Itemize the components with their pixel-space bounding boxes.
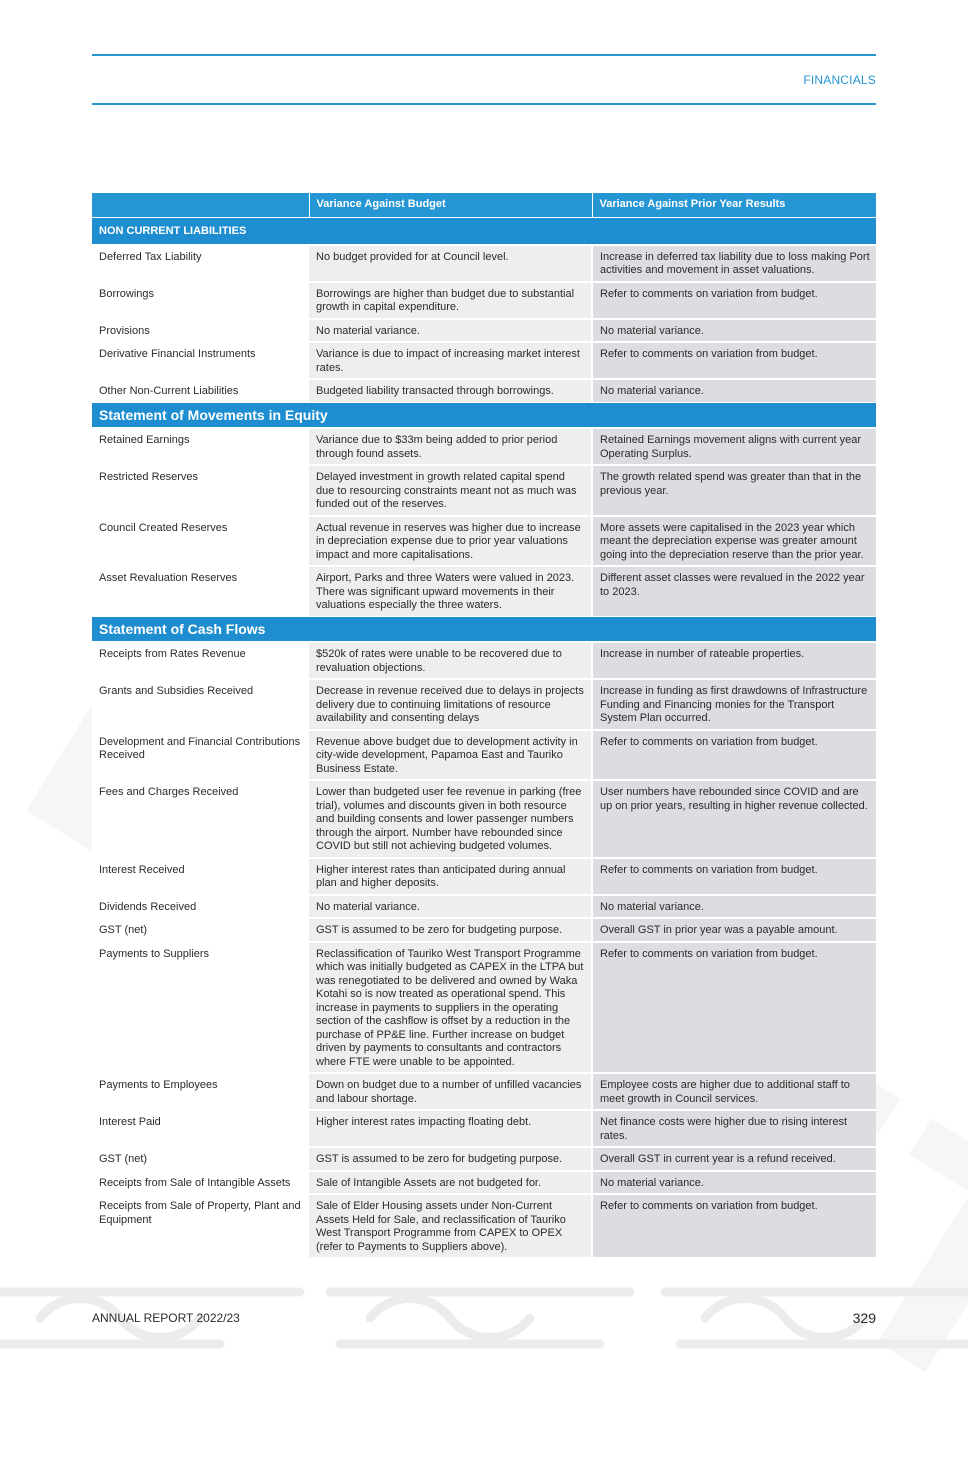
table-body	[92, 218, 876, 1258]
variance-table	[92, 193, 876, 1257]
row-item-label: Council Created Reserves	[92, 516, 309, 567]
row-item-label: Interest Received	[92, 858, 309, 895]
row-budget-variance: GST is assumed to be zero for budgeting purpose.	[309, 918, 592, 942]
row-prior-year-variance: Refer to comments on variation from budget.	[592, 942, 876, 1074]
row-budget-variance: No material variance.	[309, 895, 592, 919]
header-item-column	[92, 193, 309, 218]
section-title: Statement of Cash Flows	[92, 616, 876, 642]
row-budget-variance: Down on budget due to a number of unfilled vacancies and labour shortage.	[309, 1073, 592, 1110]
row-budget-variance: Higher interest rates than anticipated during annual plan and higher deposits.	[309, 858, 592, 895]
row-item-label: Receipts from Sale of Property, Plant and Equipment	[92, 1194, 309, 1257]
row-prior-year-variance: Refer to comments on variation from budget.	[592, 1194, 876, 1257]
row-prior-year-variance: No material variance.	[592, 895, 876, 919]
row-item-label: Asset Revaluation Reserves	[92, 566, 309, 616]
row-budget-variance: No budget provided for at Council level.	[309, 245, 592, 282]
section-header-row	[92, 402, 876, 428]
row-prior-year-variance: Refer to comments on variation from budget.	[592, 282, 876, 319]
table-row	[92, 379, 876, 402]
row-prior-year-variance: Net finance costs were higher due to rising interest rates.	[592, 1110, 876, 1147]
row-prior-year-variance: Refer to comments on variation from budget.	[592, 858, 876, 895]
header-rule-top	[92, 54, 876, 56]
row-item-label: GST (net)	[92, 918, 309, 942]
row-prior-year-variance: Refer to comments on variation from budget.	[592, 342, 876, 379]
row-prior-year-variance: Different asset classes were revalued in the 2022 year to 2023.	[592, 566, 876, 616]
row-item-label: Restricted Reserves	[92, 465, 309, 516]
table-row	[92, 342, 876, 379]
section-header-row	[92, 616, 876, 642]
table-row	[92, 1171, 876, 1195]
header-prior-year-column: Variance Against Prior Year Results	[592, 193, 876, 218]
table-row	[92, 730, 876, 781]
row-prior-year-variance: The growth related spend was greater than that in the previous year.	[592, 465, 876, 516]
row-budget-variance: Actual revenue in reserves was higher due to increase in depreciation expense due to prior year valuations impact and more capitalisations.	[309, 516, 592, 567]
row-prior-year-variance: No material variance.	[592, 379, 876, 402]
row-item-label: Deferred Tax Liability	[92, 245, 309, 282]
row-item-label: Receipts from Sale of Intangible Assets	[92, 1171, 309, 1195]
row-item-label: Fees and Charges Received	[92, 780, 309, 858]
row-item-label: Borrowings	[92, 282, 309, 319]
row-item-label: Other Non-Current Liabilities	[92, 379, 309, 402]
row-item-label: Grants and Subsidies Received	[92, 679, 309, 730]
row-budget-variance: Higher interest rates impacting floating debt.	[309, 1110, 592, 1147]
row-prior-year-variance: Increase in number of rateable properties.	[592, 642, 876, 679]
row-budget-variance: Decrease in revenue received due to delays in projects delivery due to continuing limitations of resource availability and consenting delays	[309, 679, 592, 730]
row-item-label: Dividends Received	[92, 895, 309, 919]
row-item-label: Development and Financial Contributions Received	[92, 730, 309, 781]
table-row	[92, 566, 876, 616]
row-budget-variance: Variance due to $33m being added to prior period through found assets.	[309, 428, 592, 465]
table-header-row	[92, 193, 876, 218]
row-item-label: GST (net)	[92, 1147, 309, 1171]
table-row	[92, 895, 876, 919]
row-prior-year-variance: No material variance.	[592, 319, 876, 343]
row-prior-year-variance: Increase in funding as first drawdowns of Infrastructure Funding and Financing monies for the Transport System Plan occurred.	[592, 679, 876, 730]
row-budget-variance: Lower than budgeted user fee revenue in parking (free trial), volumes and discounts given in both resource and building consents and lower passenger numbers through the airport. Number have rebounded since COVID but still not achieving budgeted volumes.	[309, 780, 592, 858]
table-row	[92, 465, 876, 516]
row-budget-variance: Airport, Parks and three Waters were valued in 2023. There was significant upward movements in their valuations especially the three waters.	[309, 566, 592, 616]
row-item-label: Receipts from Rates Revenue	[92, 642, 309, 679]
table-row	[92, 679, 876, 730]
row-budget-variance: Budgeted liability transacted through borrowings.	[309, 379, 592, 402]
table-row	[92, 1147, 876, 1171]
table-row	[92, 516, 876, 567]
row-item-label: Provisions	[92, 319, 309, 343]
row-prior-year-variance: Increase in deferred tax liability due to loss making Port activities and movement in asset valuations.	[592, 245, 876, 282]
row-budget-variance: Borrowings are higher than budget due to substantial growth in capital expenditure.	[309, 282, 592, 319]
row-prior-year-variance: User numbers have rebounded since COVID and are up on prior years, resulting in higher revenue collected.	[592, 780, 876, 858]
row-budget-variance: Sale of Intangible Assets are not budgeted for.	[309, 1171, 592, 1195]
table-row	[92, 642, 876, 679]
row-budget-variance: Variance is due to impact of increasing market interest rates.	[309, 342, 592, 379]
report-title: ANNUAL REPORT 2022/23	[92, 1311, 240, 1325]
row-budget-variance: Sale of Elder Housing assets under Non-Current Assets Held for Sale, and reclassification of Tauriko West Transport Programme from CAPEX to OPEX (refer to Payments to Suppliers above).	[309, 1194, 592, 1257]
table-row	[92, 942, 876, 1074]
table-row	[92, 428, 876, 465]
row-item-label: Derivative Financial Instruments	[92, 342, 309, 379]
header-budget-column: Variance Against Budget	[309, 193, 592, 218]
table-row	[92, 1110, 876, 1147]
section-header-row	[92, 218, 876, 245]
row-prior-year-variance: Overall GST in current year is a refund received.	[592, 1147, 876, 1171]
header-rule-bottom	[92, 103, 876, 105]
row-prior-year-variance: Overall GST in prior year was a payable amount.	[592, 918, 876, 942]
row-budget-variance: Revenue above budget due to development activity in city-wide development, Papamoa East and Tauriko Business Estate.	[309, 730, 592, 781]
section-title: NON CURRENT LIABILITIES	[92, 218, 876, 245]
table-row	[92, 282, 876, 319]
row-budget-variance: GST is assumed to be zero for budgeting purpose.	[309, 1147, 592, 1171]
section-title: Statement of Movements in Equity	[92, 402, 876, 428]
table-row	[92, 1194, 876, 1257]
row-prior-year-variance: More assets were capitalised in the 2023 year which meant the depreciation expense was greater amount going into the depreciation reserve than the prior year.	[592, 516, 876, 567]
row-budget-variance: $520k of rates were unable to be recovered due to revaluation objections.	[309, 642, 592, 679]
row-prior-year-variance: No material variance.	[592, 1171, 876, 1195]
row-item-label: Interest Paid	[92, 1110, 309, 1147]
row-budget-variance: No material variance.	[309, 319, 592, 343]
table-row	[92, 319, 876, 343]
table-row	[92, 245, 876, 282]
row-prior-year-variance: Refer to comments on variation from budget.	[592, 730, 876, 781]
row-budget-variance: Delayed investment in growth related capital spend due to resourcing constraints meant not as much was funded out of the reserves.	[309, 465, 592, 516]
row-prior-year-variance: Retained Earnings movement aligns with current year Operating Surplus.	[592, 428, 876, 465]
row-budget-variance: Reclassification of Tauriko West Transport Programme which was initially budgeted as CAPEX in the LTPA but was renegotiated to be delivered and owned by Waka Kotahi so is now treated as operational spend. This increase in payments to suppliers in the operating section of the cashflow is offset by a reduction in the purchase of PP&E line. Further increase on budget driven by payments to consultants and contractors where FTE were unable to be appointed.	[309, 942, 592, 1074]
row-item-label: Payments to Employees	[92, 1073, 309, 1110]
table-row	[92, 858, 876, 895]
table-row	[92, 1073, 876, 1110]
table-row	[92, 780, 876, 858]
row-item-label: Payments to Suppliers	[92, 942, 309, 1074]
page-number: 329	[852, 1310, 876, 1326]
row-prior-year-variance: Employee costs are higher due to additional staff to meet growth in Council services.	[592, 1073, 876, 1110]
table-row	[92, 918, 876, 942]
section-label: FINANCIALS	[803, 73, 876, 87]
row-item-label: Retained Earnings	[92, 428, 309, 465]
